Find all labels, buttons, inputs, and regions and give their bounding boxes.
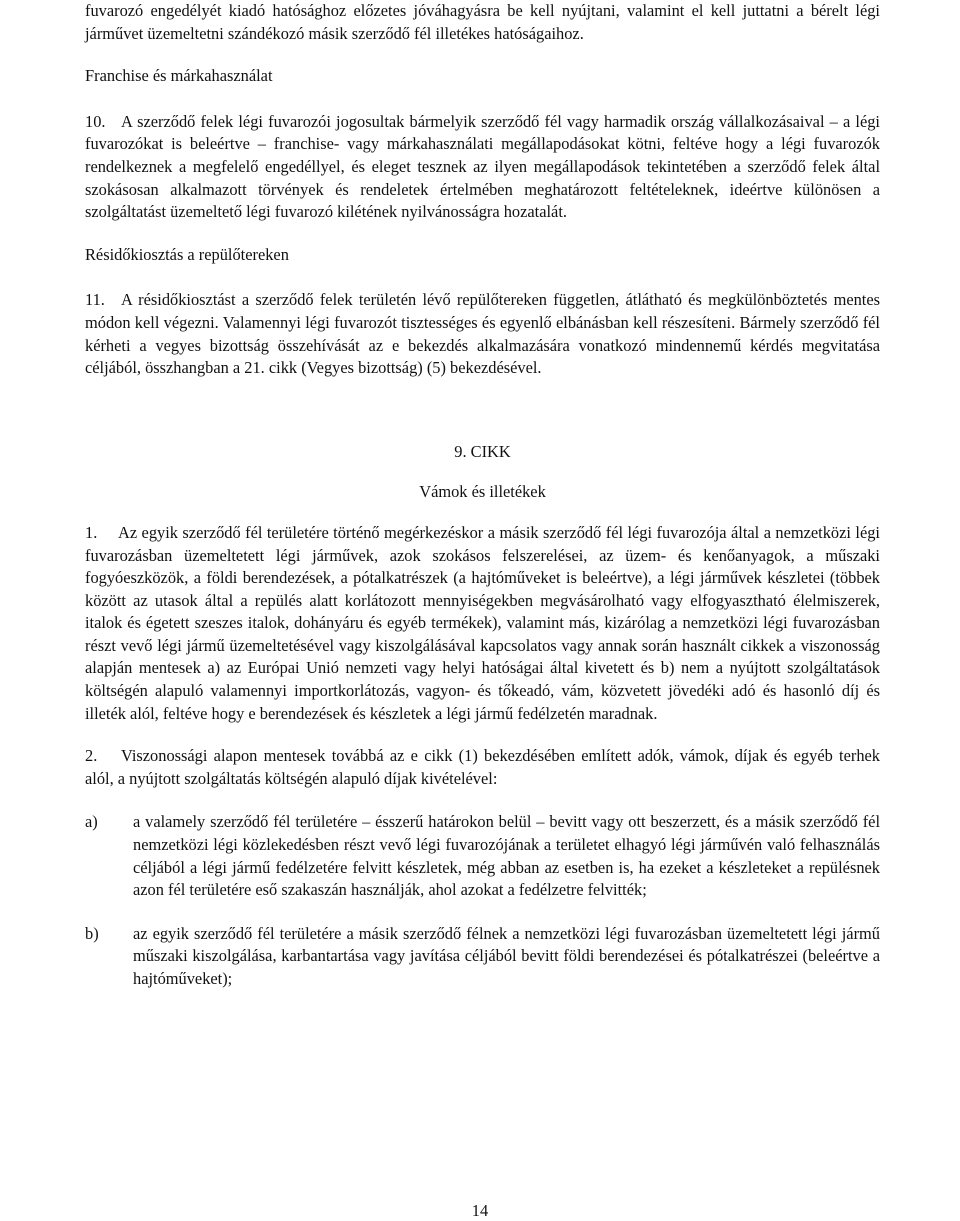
list-item-text: az egyik szerződő fél területére a másik szerződő félnek a nemzetközi légi fuvarozásban üzemeltetett légi jármű műszaki kiszolgálása, karbantartása vagy javítása céljából bevitt földi berendezései és pótalkatrészei (beleértve a hajtóműveket); bbox=[133, 923, 880, 988]
list-item-label: a) bbox=[85, 812, 98, 832]
paragraph-1 bbox=[85, 522, 880, 725]
paragraph-number: 1. bbox=[85, 522, 98, 542]
list-item-label: b) bbox=[85, 923, 99, 943]
page-number: 14 bbox=[471, 1201, 489, 1220]
article-title: 9. CIKK bbox=[454, 441, 511, 461]
paragraph-number: 11. bbox=[85, 290, 105, 310]
paragraph-11 bbox=[85, 289, 880, 379]
article-subtitle: Vámok és illetékek bbox=[419, 482, 546, 502]
list-item-text: a valamely szerződő fél területére – ésszerű határokon belül – bevitt vagy ott beszerzett, és a másik szerződő fél nemzetközi légi közlekedésben részt vevő légi fuvarozójának a területet elhagyó légi járművén való felhasználás céljából a légi jármű fedélzetére felvitt készletek, még abban az esetben is, ha ezeket a készleteket a repülésnek azon fél területére eső szakaszán használják, ahol azokat a fedélzetre felvitték; bbox=[133, 812, 880, 900]
paragraph-text: A szerződő felek légi fuvarozói jogosultak bármelyik szerződő fél vagy harmadik ország vállalkozásaival – a légi fuvarozókat is beleértve – franchise- vagy márkahasználati megállapodásokat kötni, feltéve hogy a légi fuvarozók rendelkeznek a megfelelő engedéllyel, és eleget tesznek az ilyen megállapodások tekintetében a szerződő felek által szokásosan alkalmazott törvények és rendeletek értelmében meghatározott feltételeknek, ideértve különösen a szolgáltatást üzemeltető légi fuvarozó kilétének nyilvánosságra hozatalát. bbox=[85, 111, 880, 222]
paragraph-2 bbox=[85, 745, 880, 790]
intro-paragraph: fuvarozó engedélyét kiadó hatósághoz előzetes jóváhagyásra be kell nyújtani, valamint el kell juttatni a bérelt légi járművet üzemeltetni szándékozó másik szerződő fél illetékes hatóságaihoz. bbox=[85, 1, 880, 43]
paragraph-text: Az egyik szerződő fél területére történő megérkezéskor a másik szerződő fél légi fuvarozója által a nemzetközi légi fuvarozásban üzemeltetett légi járművek, azok szokásos felszerelései, az üzem- és kenőanyagok, a műszaki fogyóeszközök, a földi berendezések, a pótalkatrészek (a hajtóműveket is beleértve), a légi járművek készletei (többek között az utasok által a repülés alatt korlátozott mennyiségekben megvásárolható vagy elfogyasztható élelmiszerek, italok és égetett szeszes italok, dohányáru és egyéb termékek), valamint más, kizárólag a nemzetközi légi fuvarozásban részt vevő légi jármű üzemeltetésével vagy kiszolgálásával kapcsolatos vagy annak során használt cikkek a viszonosság alapján mentesek a) az Európai Unió nemzeti vagy helyi hatóságai által kivetett és b) nem a nyújtott szolgáltatások költségén alapuló valamennyi importkorlátozás, vagyon- és tőkeadó, vám, közvetett jövedéki adó és hasonló díj és illeték alól, feltéve hogy e berendezések és készletek a légi jármű fedélzetén maradnak. bbox=[85, 522, 880, 723]
paragraph-number: 10. bbox=[85, 111, 106, 131]
paragraph-10 bbox=[85, 111, 880, 224]
list-item-a bbox=[85, 811, 880, 901]
list-item-b bbox=[85, 923, 880, 991]
section-heading-franchise: Franchise és márkahasználat bbox=[85, 66, 273, 86]
paragraph-text: Viszonossági alapon mentesek továbbá az e cikk (1) bekezdésében említett adók, vámok, díjak és egyéb terhek alól, a nyújtott szolgáltatás költségén alapuló díjak kivételével: bbox=[85, 746, 880, 788]
section-heading-slots: Résidőkiosztás a repülőtereken bbox=[85, 244, 289, 264]
paragraph-number: 2. bbox=[85, 746, 98, 766]
document-page bbox=[85, 0, 880, 991]
paragraph-text: A résidőkiosztást a szerződő felek területén lévő repülőtereken független, átlátható és megkülönböztetés mentes módon kell végezni. Valamennyi légi fuvarozót tisztességes és egyenlő elbánásban kell részesíteni. Bármely szerződő fél kérheti a vegyes bizottság összehívását az e bekezdés alkalmazására vonatkozó mindennemű kérdés megvitatása céljából, összhangban a 21. cikk (Vegyes bizottság) (5) bekezdésével. bbox=[85, 290, 880, 378]
